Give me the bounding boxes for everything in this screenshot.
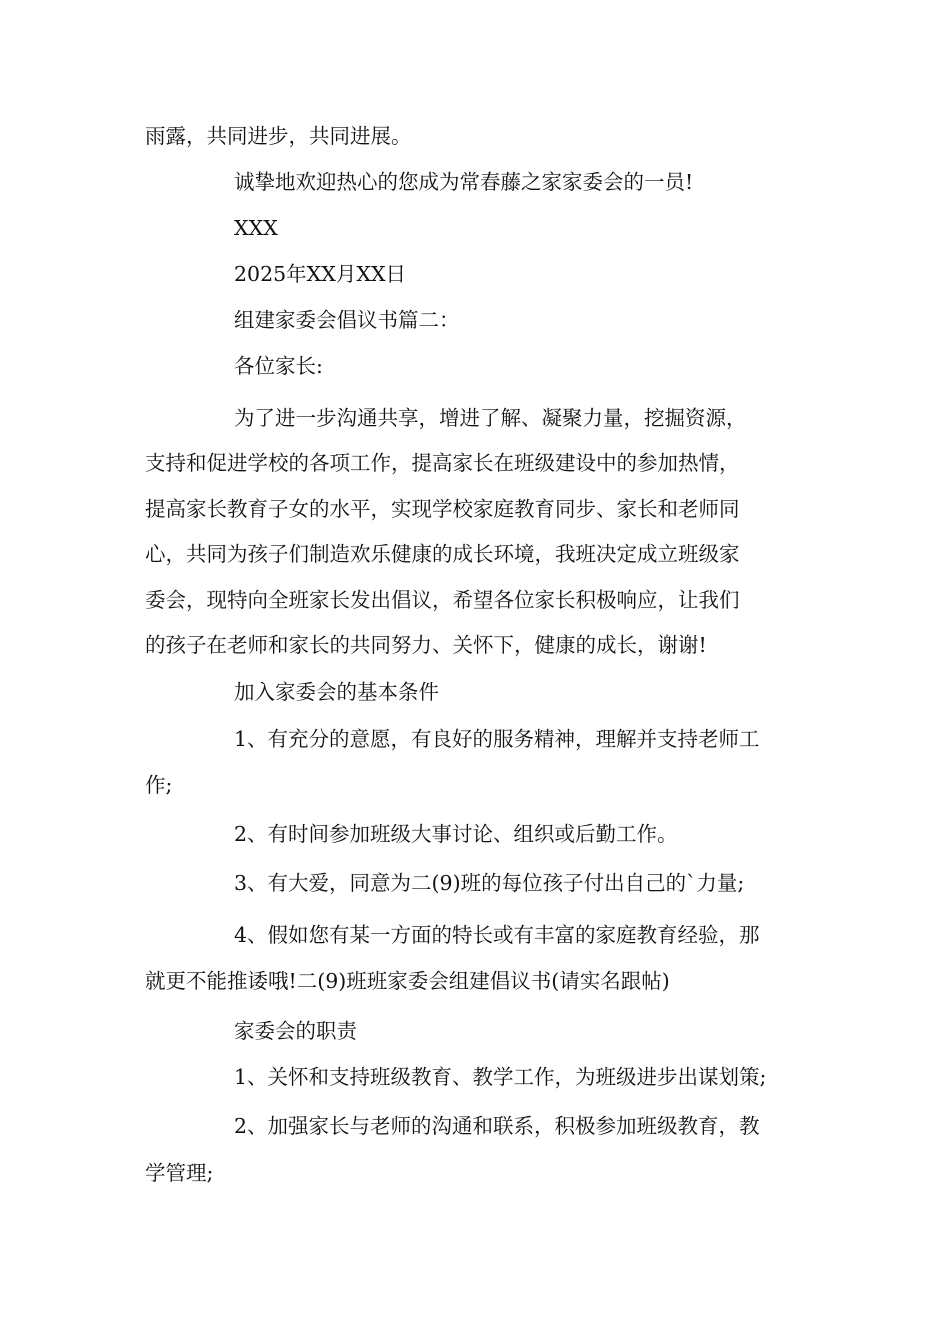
body-line: 心，共同为孩子们制造欢乐健康的成长环境，我班决定成立班级家 [145,542,740,566]
list-item-continuation: 就更不能推诿哦!二(9)班班家委会组建倡议书(请实名跟帖) [145,969,670,993]
signature-date: 2025年XX月XX日 [234,262,407,286]
list-item: 3、有大爱，同意为二(9)班的每位孩子付出自己的`力量; [234,871,745,895]
section-title: 组建家委会倡议书篇二： [234,308,460,332]
body-line: 支持和促进学校的各项工作，提高家长在班级建设中的参加热情， [145,451,740,475]
subheading: 加入家委会的基本条件 [234,680,439,704]
list-item: 2、加强家长与老师的沟通和联系，积极参加班级教育，教 [234,1114,760,1138]
list-item: 1、关怀和支持班级教育、教学工作，为班级进步出谋划策; [234,1065,767,1089]
salutation: 各位家长: [234,354,323,378]
body-line: 委会，现特向全班家长发出倡议，希望各位家长积极响应，让我们 [145,588,740,612]
text-line: 雨露，共同进步，共同进展。 [145,124,412,148]
body-line: 提高家长教育子女的水平，实现学校家庭教育同步、家长和老师同 [145,497,740,521]
list-item-continuation: 学管理; [145,1161,214,1185]
list-item-continuation: 作; [145,773,173,797]
body-line: 的孩子在老师和家长的共同努力、关怀下，健康的成长，谢谢! [145,633,707,657]
list-item: 1、有充分的意愿，有良好的服务精神，理解并支持老师工 [234,727,760,751]
subheading: 家委会的职责 [234,1019,357,1043]
list-item: 2、有时间参加班级大事讨论、组织或后勤工作。 [234,822,678,846]
welcome-line: 诚挚地欢迎热心的您成为常春藤之家家委会的一员! [234,170,694,194]
list-item: 4、假如您有某一方面的特长或有丰富的家庭教育经验，那 [234,923,760,947]
body-line: 为了进一步沟通共享，增进了解、凝聚力量，挖掘资源， [234,406,747,430]
signature-name: XXX [234,216,278,240]
